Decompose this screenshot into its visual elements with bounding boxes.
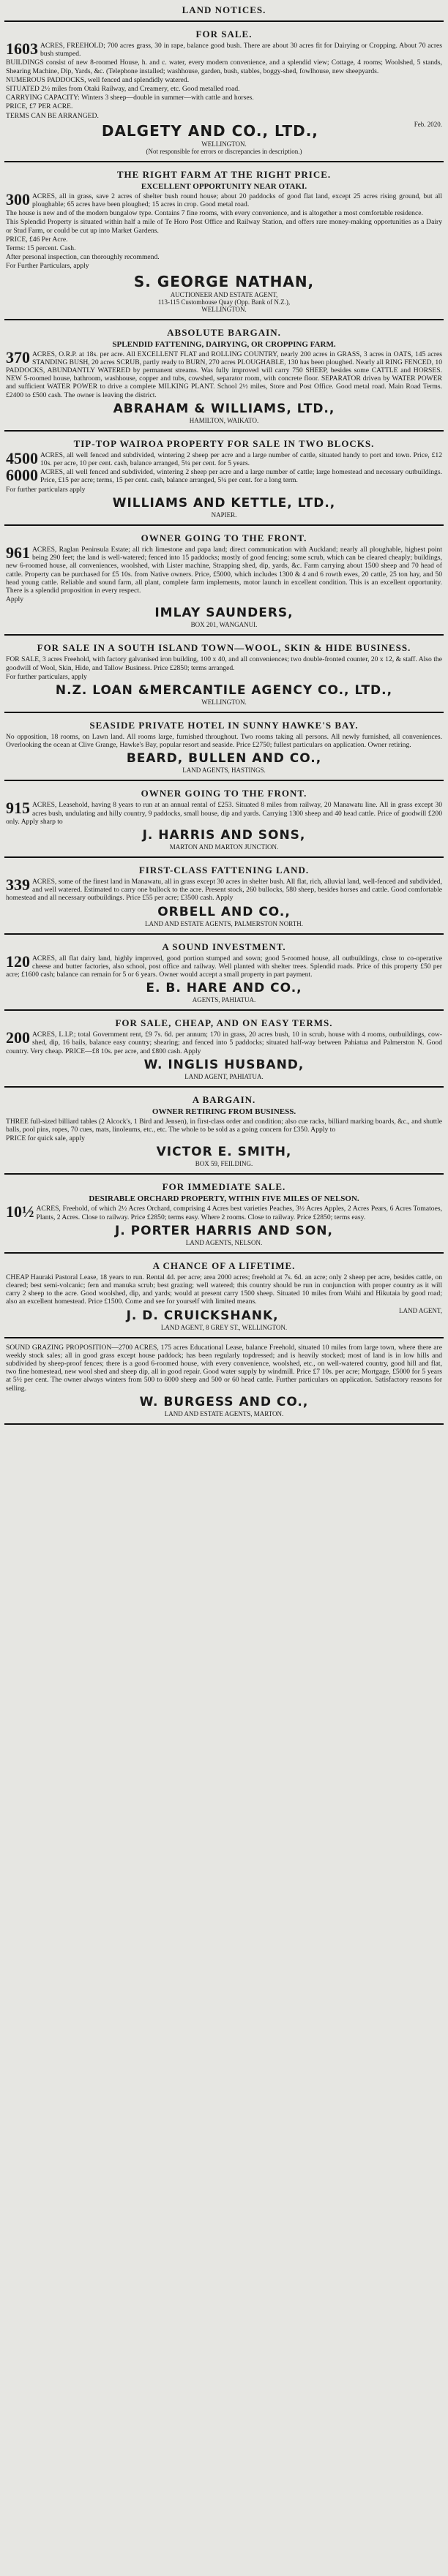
agent-location: LAND AGENTS, HASTINGS. — [182, 767, 266, 775]
ad-text: ACRES, Freehold, of which 2½ Acres Orchard, comprising 4 Acres best varieties Peaches, 3½ Acres Apples, 2 Acres Pears, 6 Acres Tomatoes, Plants, 2 Acres. Close to railway. Price £2850; terms easy. Where 2 rooms. Close to railway. Price £2850; terms easy. — [36, 1205, 442, 1221]
ad-heading: SEASIDE PRIVATE HOTEL IN SUNNY HAWKE'S BAY. — [89, 719, 359, 731]
ad-paragraph — [6, 595, 442, 603]
ad-acreage-figure: 961 — [6, 543, 30, 562]
ad-paragraph — [6, 85, 442, 93]
ad-text: Terms: 15 percent. Cash. — [6, 244, 76, 253]
agent-location: WELLINGTON. — [201, 305, 247, 313]
ad-body — [6, 733, 442, 749]
ad-body — [6, 1273, 442, 1306]
ad-acreage-figure: 300 — [6, 189, 30, 208]
ad-paragraph — [6, 59, 442, 75]
ad-acreage-figure: 370 — [6, 347, 30, 366]
ad-text: CARRYING CAPACITY: Winters 3 sheep—double in summer—with cattle and horses. — [6, 94, 254, 102]
ad-heading: SOUND GRAZING PROPOSITION—2700 ACRES, 175 acres Educational Lease, balance Freehold, situated 10 miles from large town, where there are weekly stock sales; all in good grass except house paddock; has been regularly topdressed; and is heavily stocked; most of land is in low hills and subdivided by sheep-proof fences; there is a good 6-roomed house, with every convenience, woolshed, etc., on well-watered country, good hill and flat, two fine homestead, new wool shed and sheep dip, all in good repair. Good water supply by windmill. Price £7 10s. per acre; Mortgage, £5000 for 5 years at 5½ per cent. The owner always winters from 500 to 6000 sheep and 500 or 60 head cattle. Further particulars on application. Satisfactory reasons for selling. — [6, 1343, 442, 1393]
divider — [4, 1173, 444, 1175]
ad-subheading: EXCELLENT OPPORTUNITY NEAR OTAKI. — [141, 181, 307, 191]
divider — [4, 856, 444, 858]
publication-ref: Feb. 2020. — [414, 120, 442, 128]
divider — [4, 933, 444, 935]
ad-text: ACRES, Raglan Peninsula Estate; all rich limestone and papa land; direct communication with Auckland; nearly all ploughable, highest point being 290 feet; the land is well-watered; fenced into 15 paddocks; mostly of good fencing; some scrub, which can be cleared cheaply; buildings, new 6-roomed house, all conveniences, woolshed, with Lister machine, Strapping shed, dip, yards, &c. Farm carrying about 1500 sheep and 70 head of cattle. Property can be purchased for £5 10s. from Native owners. Price, £5000, which includes 1300 & 4 and 6 rowth ewes, 20 cattle, 25 ton hay, and 50 head young cattle. Reliable and sound farm, all plant, complete farm implements, motor launch in excellent condition. This is an excellent opportunity. There is a splendid proposition in every respect. — [6, 545, 442, 595]
ad-text: ACRES, all well fenced and subdivided, wintering 2 sheep per acre and a large number of cattle, situated handy to port and town. Price, £12 10s. per acre, 10 per cent. cash, balance arranged, 5¼ per cent. for 5 years. — [40, 451, 442, 468]
divider — [4, 1337, 444, 1338]
ad-acreage-figure: 6000 — [6, 466, 38, 485]
ad-paragraph — [6, 673, 442, 681]
agent-name: BEARD, BULLEN AND CO., — [126, 751, 322, 767]
ad-text: For further particulars, apply — [6, 672, 87, 681]
ad-paragraph — [6, 486, 442, 494]
agent-location: LAND AGENT, PAHIATUA. — [184, 1072, 264, 1080]
divider — [4, 20, 444, 22]
ad-paragraph — [6, 236, 442, 244]
agent-name: J. PORTER HARRIS AND SON, — [114, 1223, 333, 1238]
divider — [4, 1423, 444, 1425]
ad-heading: ABSOLUTE BARGAIN. — [167, 326, 281, 338]
agent-name: ABRAHAM & WILLIAMS, LTD., — [113, 401, 335, 416]
ad-text: PRICE for quick sale, apply — [6, 1134, 85, 1143]
ad-text: ACRES, Leasehold, having 8 years to run at an annual rental of £253. Situated 8 miles from railway, 20 Manawatu line. All in grass except 30 acres bush, undulating and hilly country, 9 paddocks, small house, dip and yards. Carrying 1300 sheep and 40 head cattle. Price of goodwill £200 only. Apply sharp to — [6, 801, 442, 826]
ad-paragraph — [6, 954, 442, 979]
ad-paragraph — [6, 875, 442, 903]
agent-name: ORBELL AND CO., — [157, 904, 291, 919]
ad-paragraph — [6, 94, 442, 102]
agent-location: MARTON AND MARTON JUNCTION. — [169, 843, 279, 851]
ad-acreage-figure: 915 — [6, 799, 30, 818]
advertisement — [4, 1178, 444, 1248]
ad-text: ACRES, FREEHOLD; 700 acres grass, 30 in rape, balance good bush. There are about 30 acres fit for Dairying or Cropping. About 70 acres bush stumped. — [40, 42, 442, 59]
ad-subheading: DESIRABLE ORCHARD PROPERTY, WITHIN FIVE MILES OF NELSON. — [89, 1194, 359, 1204]
agent-location: LAND AND ESTATE AGENTS, PALMERSTON NORTH. — [144, 919, 303, 927]
ad-text: For Further Particulars, apply — [6, 262, 89, 271]
agent-name: W. BURGESS AND CO., — [139, 1394, 309, 1409]
ad-heading: TIP-TOP WAIROA PROPERTY FOR SALE IN TWO BLOCKS. — [73, 437, 375, 449]
agent-name: VICTOR E. SMITH, — [156, 1145, 292, 1160]
ad-text: THREE full-sized billiard tables (2 Alcock's, 1 Bird and Jensen), in first-class order and condition; also cue racks, billiard marking boards, &c., and shuttle balls, pool pins, ropes, 70 cues, mats, linoleums, etc., etc. The whole to be sold as a going concern for £350. Apply to — [6, 1117, 442, 1134]
ad-paragraph — [6, 655, 442, 671]
ad-paragraph — [6, 218, 442, 234]
divider — [4, 430, 444, 432]
ad-body — [6, 448, 442, 494]
ad-acreage-figure: 10½ — [6, 1202, 34, 1221]
ad-text: ACRES, all in grass, save 2 acres of shelter bush round house; about 20 paddocks of good flat land, except 25 acres rising ground, but all ploughable; 65 acres have been ploughed; 15 acres in crop. Good metal road. — [32, 192, 442, 209]
ad-text: SITUATED 2½ miles from Otaki Railway, and Creamery, etc. Good metalled road. — [6, 85, 240, 94]
ad-body — [6, 39, 442, 120]
ad-paragraph — [6, 1118, 442, 1134]
publication-ref: LAND AGENT, — [399, 1306, 442, 1314]
ad-text: NUMEROUS PADDOCKS, well fenced and splendidly watered. — [6, 75, 190, 84]
ad-text: After personal inspection, can thoroughly recommend. — [6, 253, 160, 262]
ad-text: The house is new and of the modern bungalow type. Contains 7 fine rooms, with every convenience, and is altogether a most comfortable residence. — [6, 209, 423, 218]
ad-heading: FOR SALE. — [195, 29, 253, 39]
ad-paragraph — [6, 39, 442, 59]
ad-paragraph — [6, 262, 442, 270]
agent-title: AUCTIONEER AND ESTATE AGENT, — [170, 290, 278, 298]
agent-address: 113-115 Customhouse Quay (Opp. Bank of N.Z.), — [157, 298, 291, 306]
divider — [4, 161, 444, 162]
section-title: LAND NOTICES. — [182, 4, 266, 15]
ad-text: PRICE, £46 Per Acre. — [6, 235, 68, 244]
ad-heading: A CHANCE OF A LIFETIME. — [152, 1259, 296, 1271]
advertisement — [4, 435, 444, 521]
ad-body — [6, 1118, 442, 1143]
ad-paragraph — [6, 1202, 442, 1221]
ad-body — [6, 347, 442, 399]
ad-text: FOR SALE, 3 acres Freehold, with factory galvanised iron building, 100 x 40, and all conveniences; two double-fronted counter, 20 x 12, & staff. Also the goodwill of Wool, Skin, Hide, and Tallow Business. Price £2850; terms arranged. — [6, 655, 442, 672]
land-notices-page — [4, 3, 444, 2570]
ad-paragraph — [6, 733, 442, 749]
divider — [4, 319, 444, 320]
agent-location: NAPIER. — [211, 511, 237, 519]
advertisement — [4, 1091, 444, 1170]
ad-text: CHEAP Hauraki Pastoral Lease, 18 years to run. Rental 4d. per acre; area 2000 acres; freehold at 7s. 6d. an acre; only 2 sheep per acre, besides cattle, on cleared; best semi-volcanic; fern and manuka scrub; best grazing; well watered; this country should be run in conjunction with proper country as it will carry 2 sheep to the acre. Good woolshed, dip, and yards; would at present carry 1500 sheep. Situated 10 miles from Waihi and Hikutaia by good road; also an excellent homestead. Price £1500. Come and see for yourself with limited means. — [6, 1273, 442, 1306]
agent-location: LAND AND ESTATE AGENTS, MARTON. — [164, 1409, 284, 1417]
ads-column — [4, 26, 444, 1425]
advertisement — [4, 1014, 444, 1082]
agent-name: E. B. HARE AND CO., — [146, 981, 302, 996]
advertisement — [4, 26, 444, 157]
ad-acreage-figure: 339 — [6, 875, 30, 894]
divider — [4, 780, 444, 781]
ad-paragraph — [6, 801, 442, 826]
advertisement — [4, 1257, 444, 1333]
ad-acreage-figure: 4500 — [6, 448, 38, 467]
ad-subheading: OWNER RETIRING FROM BUSINESS. — [152, 1107, 296, 1116]
agent-name: W. INGLIS HUSBAND, — [143, 1057, 305, 1072]
divider — [4, 1009, 444, 1011]
divider — [4, 1086, 444, 1088]
ad-heading: OWNER GOING TO THE FRONT. — [141, 532, 307, 543]
divider — [4, 524, 444, 526]
ad-paragraph — [6, 347, 442, 399]
agent-location: LAND AGENTS, NELSON. — [185, 1238, 263, 1246]
agent-location: LAND AGENT, 8 GREY ST., WELLINGTON. — [160, 1323, 288, 1331]
ad-body — [6, 543, 442, 604]
ad-body — [6, 1202, 442, 1221]
ad-paragraph — [6, 253, 442, 261]
advertisement — [4, 166, 444, 315]
ad-text: ACRES, all flat dairy land, highly improved, good portion stumped and sown; good 5-roomed house, all outbuildings, close to co-operative cheese and butter factories, also school, post office and railway. Well planted with shelter trees. Splendid roads. Price of this property £50 per acre; £1600 cash; balance can remain for 5 or 6 years. Owner would accept a small property in part payment. — [6, 954, 442, 979]
ad-text: This Splendid Property is situated within half a mile of Te Horo Post Office and Railway Station, and offers rare money-making opportunities as a Dairy or Stud Farm, or could be cut up into Market Gardens. — [6, 218, 442, 235]
agent-name: J. D. CRUICKSHANK, — [126, 1308, 279, 1323]
advertisement — [4, 1342, 444, 1420]
agent-name: DALGETY AND CO., LTD., — [101, 121, 318, 140]
advertisement — [4, 862, 444, 930]
ad-text: ACRES, L.I.P.; total Government rent, £9 7s. 6d. per annum; 170 in grass, 20 acres bush, 10 in scrub, house with 4 rooms, outbuildings, cow-shed, dip, 16 bails, balance easy country; shearing; and fenced into 5 paddocks; situated half-way between Pahiatua and Palmerston N. Good country. Very cheap. PRICE—£8 10s. per acre, and £800 cash. Apply — [6, 1031, 442, 1055]
ad-body — [6, 801, 442, 826]
disclaimer-note: (Not responsible for errors or discrepancies in description.) — [146, 147, 302, 155]
divider — [4, 712, 444, 713]
advertisement — [4, 639, 444, 708]
ad-paragraph — [6, 112, 442, 120]
ad-acreage-figure: 1603 — [6, 39, 38, 58]
agent-name: N.Z. LOAN &MERCANTILE AGENCY CO., LTD., — [55, 682, 393, 698]
divider — [4, 1252, 444, 1254]
agent-location: BOX 59, FEILDING. — [195, 1160, 253, 1168]
advertisement — [4, 938, 444, 1006]
ad-paragraph — [6, 543, 442, 595]
ad-body — [6, 189, 442, 271]
ad-subheading: SPLENDID FATTENING, DAIRYING, OR CROPPING FARM. — [112, 339, 336, 349]
ad-text: ACRES, some of the finest land in Manawatu, all in grass except 30 acres in shelter bush. All flat, rich, alluvial land, well-fenced and subdivided, and well watered. Estimated to carry one bullock to the acre. Present stock, 260 bullocks, 580 sheep, besides horses and cattle. Good comfortable homestead and all necessary outbuildings. Price £55 per acre; £3500 cash. Apply — [6, 877, 442, 903]
ad-paragraph — [6, 209, 442, 217]
ad-paragraph — [6, 244, 442, 252]
ad-paragraph — [6, 448, 442, 468]
ad-body — [6, 1028, 442, 1055]
ad-acreage-figure: 200 — [6, 1028, 30, 1047]
advertisement — [4, 530, 444, 630]
advertisement — [4, 785, 444, 853]
ad-paragraph — [6, 1134, 442, 1142]
agent-name: J. HARRIS AND SONS, — [142, 827, 306, 843]
ad-paragraph — [6, 1028, 442, 1055]
advertisement — [4, 717, 444, 776]
ad-heading: A BARGAIN. — [192, 1093, 256, 1105]
ad-text: ACRES, all well fenced and subdivided, wintering 2 sheep per acre and a large number of cattle; large homestead and necessary outbuildings. Price, £15 per acre; terms, 15 per cent. cash, balance arranged, 5¼ per cent. for a long term. — [40, 468, 442, 485]
ad-text: Apply — [6, 595, 23, 604]
ad-paragraph — [6, 1273, 442, 1306]
ad-heading: FOR SALE, CHEAP, AND ON EASY TERMS. — [115, 1017, 333, 1029]
agent-name: S. GEORGE NATHAN, — [133, 272, 315, 290]
agent-location: AGENTS, PAHIATUA. — [192, 996, 256, 1004]
ad-heading: THE RIGHT FARM AT THE RIGHT PRICE. — [116, 168, 332, 180]
ad-text: PRICE, £7 PER ACRE. — [6, 102, 73, 111]
ad-heading: FIRST-CLASS FATTENING LAND. — [138, 864, 310, 875]
ad-heading: A SOUND INVESTMENT. — [162, 941, 286, 952]
ad-acreage-figure: 120 — [6, 952, 30, 971]
advertisement — [4, 324, 444, 426]
ad-body — [6, 875, 442, 903]
ad-text: TERMS CAN BE ARRANGED. — [6, 111, 99, 120]
ad-paragraph — [6, 468, 442, 484]
ad-text: For further particulars apply — [6, 485, 86, 494]
ad-body — [6, 655, 442, 681]
ad-paragraph — [6, 76, 442, 84]
agent-location: BOX 201, WANGANUI. — [190, 621, 258, 629]
agent-location: WELLINGTON. — [201, 698, 247, 706]
divider — [4, 634, 444, 636]
ad-text: ACRES, O.R.P. at 18s. per acre. All EXCELLENT FLAT and ROLLING COUNTRY, nearly 200 acres in GRASS, 3 acres in OATS, 145 acres STANDING BUSH, 20 acres SCRUB, partly ready to BURN, 270 acres PLOUGHABLE, 130 has been ploughed. Nearly all RING FENCED, 10 PADDOCKS, ABUNDANTLY WATERED by permanent streams. Was fully improved will carry 750 SHEEP, besides some CATTLE and HORSES. NEW 5-roomed house, bathroom, washhouse, copper and tubs, cowshed, separator room, with concrete floor. SEPARATOR driven by WATER POWER and sufficient WATER POWER to drive a complete MILKING PLANT. School 2½ miles, Store and Post Office. Good metal road. Main Road Terms. £2400 to £500 cash. The owner is leaving the district. — [6, 350, 442, 399]
agent-location: HAMILTON, WAIKATO. — [189, 416, 259, 424]
agent-name: WILLIAMS AND KETTLE, LTD., — [112, 495, 336, 511]
ad-heading: OWNER GOING TO THE FRONT. — [141, 788, 307, 799]
ad-heading: FOR SALE IN A SOUTH ISLAND TOWN—WOOL, SKIN & HIDE BUSINESS. — [37, 642, 411, 654]
ad-paragraph — [6, 189, 442, 209]
agent-location: WELLINGTON. — [201, 140, 247, 148]
ad-text: No opposition, 18 rooms, on Lawn land. All rooms large, furnished throughout. Two rooms taking all persons. All newly furnished, all conveniences. Overlooking the ocean at Clive Grange, Hawke's Bay, popular resort and seaside. Price £2750; fullest particulars on application. Owner retiring. — [6, 732, 442, 750]
ad-heading: FOR IMMEDIATE SALE. — [162, 1181, 286, 1193]
ad-paragraph — [6, 102, 442, 110]
ad-body — [6, 954, 442, 979]
agent-name: IMLAY SAUNDERS, — [154, 606, 294, 621]
ad-text: BUILDINGS consist of new 8-roomed House, h. and c. water, every modern convenience, and a splendid view; Cottage, 4 rooms; Woolshed, 5 stands, Shearing Machine, Dip, Yards, &c. (Telephone installed; washhouse, garden, bush, stables, boggy-shed, fowlhouse, new sheepyards. — [6, 59, 442, 75]
